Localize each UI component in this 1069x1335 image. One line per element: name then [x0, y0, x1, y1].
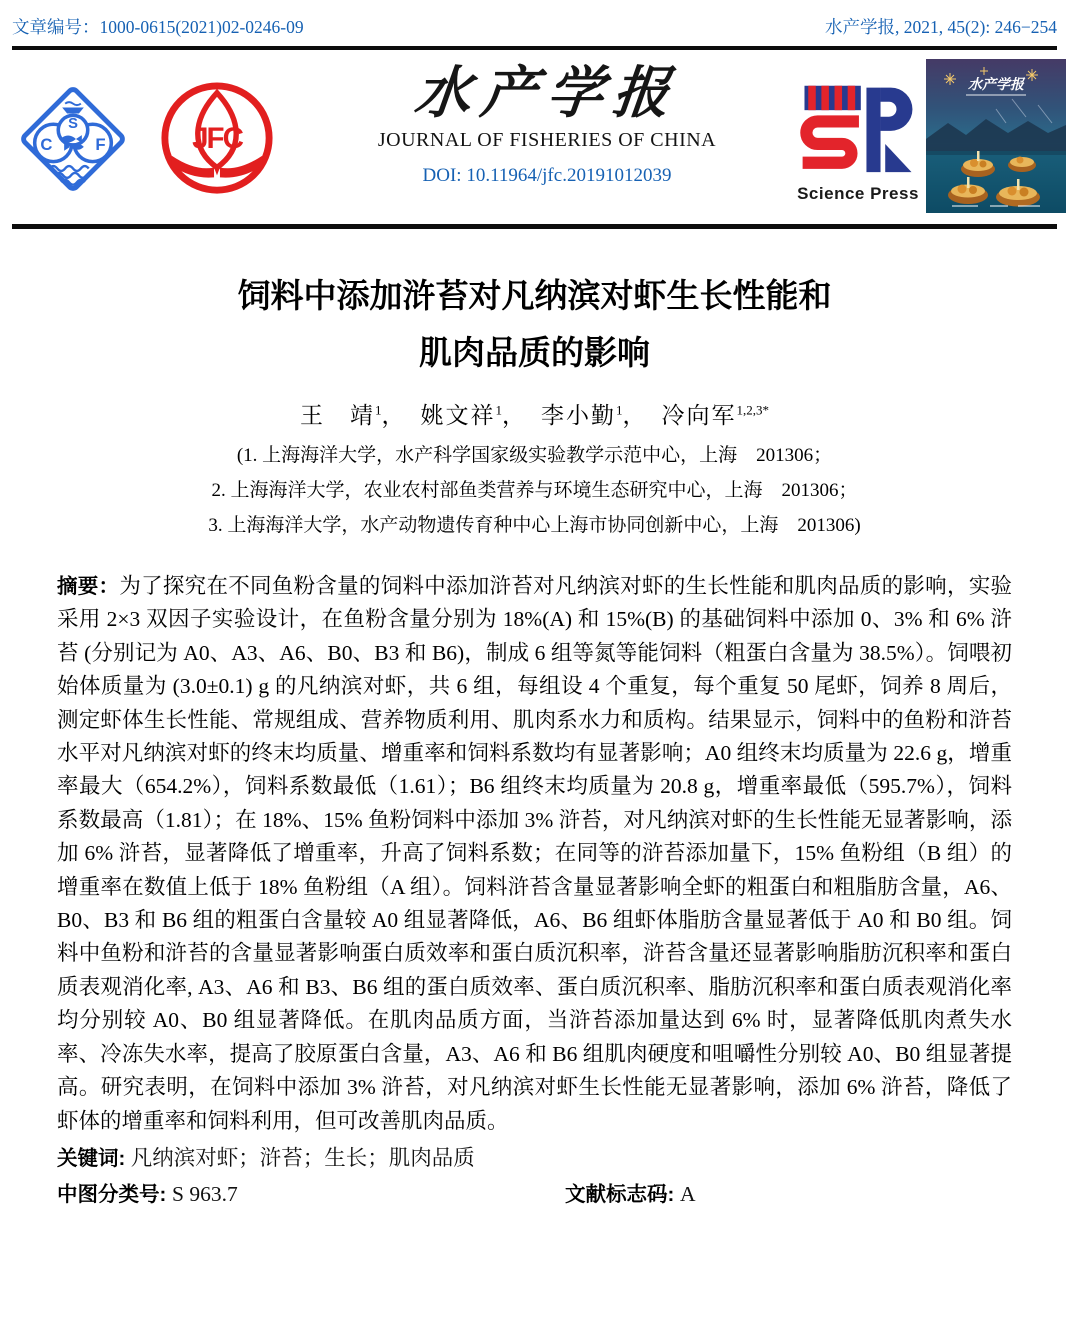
abstract-text: 为了探究在不同鱼粉含量的饲料中添加浒苔对凡纳滨对虾的生长性能和肌肉品质的影响，实验采用 2×3 双因子实验设计，在鱼粉含量分别为 18%(A) 和 15%(B) 的基础饲料中添加 0、3% 和 6% 浒苔 (分别记为 A0、A3、A6、B0、B3 和 B6)，制成 6 组等氮等能饲料（粗蛋白含量为 38.5%）。饲喂初始体质量为 (3.0±0.1) g 的凡纳滨对虾，共 6 组，每组设 4 个重复，每个重复 50 尾虾，饲养 8 周后，测定虾体生长性能、常规组成、营养物质利用、肌肉系水力和质构。结果显示，饲料中的鱼粉和浒苔水平对凡纳滨对虾的终末均质量、增重率和饲料系数均有显著影响；A0 组终末均质量为 22.6 g，增重率最大（654.2%），饲料系数最低（1.61）；B6 组终末均质量为 20.8 g，增重率最低（595.7%），饲料系数最高（1.81）；在 18%、15% 鱼粉饲料中添加 3% 浒苔，对凡纳滨对虾的生长性能无显著影响，添加 6% 浒苔，显著降低了增重率，升高了饲料系数；在同等的浒苔添加量下，15% 鱼粉组（B 组）的增重率在数值上低于 18% 鱼粉组（A 组）。饲料浒苔含量显著影响全虾的粗蛋白和粗脂肪含量，A6、B0、B3 和 B6 组的粗蛋白含量较 A0 组显著降低，A6、B6 组虾体脂肪含量显著低于 A0 和 B0 组。饲料中鱼粉和浒苔的含量显著影响蛋白质效率和蛋白质沉积率，浒苔含量还显著影响脂肪沉积率和蛋白质表观消化率, A3、A6 和 B3、B6 组的蛋白质效率、蛋白质沉积率、脂肪沉积率和蛋白质表观消化率均分别较 A0、B0 组显著降低。在肌肉品质方面，当浒苔添加量达到 6% 时，显著降低肌肉煮失水率、冷冻失水率，提高了胶原蛋白含量，A3、A6 和 B6 组肌肉硬度和咀嚼性分别较 A0、B0 组显著提高。研究表明，在饲料中添加 3% 浒苔，对凡纳滨对虾生长性能无显著影响，添加 6% 浒苔，降低了虾体的增重率和饲料利用，但可改善肌肉品质。 [57, 574, 1012, 1133]
keywords-text: 凡纳滨对虾；浒苔；生长；肌肉品质 [130, 1145, 475, 1170]
cover-title: 水产学报 [968, 77, 1024, 93]
affiliation-2: 2. 上海海洋大学，农业农村部鱼类营养与环境生态研究中心，上海 201306； [211, 480, 858, 501]
affiliation-1: (1. 上海海洋大学，水产科学国家级实验教学示范中心，上海 201306； [236, 445, 833, 466]
author-separator: ， [502, 403, 525, 428]
journal-title-en: JOURNAL OF FISHERIES OF CHINA [377, 129, 717, 151]
author-name: 王 靖 [300, 403, 375, 428]
author-list [57, 397, 1012, 430]
author [421, 403, 542, 428]
author-affil-sup: 1 [375, 402, 382, 418]
article-title-line2: 肌肉品质的影响 [419, 334, 650, 371]
keywords-label: 关键词: [57, 1146, 126, 1170]
article-number-value: 1000-0615(2021)02-0246-09 [99, 17, 304, 37]
article-title [57, 267, 1012, 381]
topbar [12, 14, 1057, 39]
author-affil-sup: 1 [495, 402, 502, 418]
journal-cover-image [926, 59, 1066, 213]
classification-row [57, 1177, 1012, 1211]
svg-text:C: C [40, 134, 53, 154]
csf-society-logo-icon [14, 82, 132, 196]
clc-label: 中图分类号: [57, 1182, 173, 1206]
article-number [12, 14, 304, 39]
author-name: 冷向军 [661, 403, 737, 428]
keywords-row [57, 1141, 1012, 1172]
author-name: 李小勤 [541, 403, 616, 428]
author [541, 403, 662, 428]
masthead-center [324, 60, 770, 187]
science-press-block [792, 82, 924, 204]
masthead-divider [12, 224, 1057, 229]
author-name: 姚文祥 [420, 403, 496, 428]
journal-title-cn: 水产学报 [411, 60, 683, 126]
document-code [565, 1177, 696, 1207]
svg-text:JFC: JFC [192, 121, 242, 155]
author-separator: ， [381, 403, 405, 428]
science-press-label: Science Press [797, 184, 919, 203]
author-affil-sup: 1 [616, 402, 623, 418]
clc-value: S 963.7 [172, 1181, 238, 1206]
clc-number [57, 1182, 238, 1206]
affiliation-3: 3. 上海海洋大学，水产动物遗传育种中心上海市协同创新中心，上海 201306) [208, 515, 861, 536]
abstract [57, 570, 1012, 1138]
jfc-journal-logo-icon [158, 77, 276, 201]
author [662, 403, 770, 428]
article-title-line1: 饲料中添加浒苔对凡纳滨对虾生长性能和 [237, 277, 832, 314]
document-code-label: 文献标志码: [565, 1182, 681, 1206]
svg-text:F: F [95, 134, 106, 154]
doi-text: DOI: 10.11964/jfc.20191012039 [422, 165, 672, 186]
journal-citation: 水产学报, 2021, 45(2): 246−254 [824, 17, 1057, 37]
author-affil-sup: 1,2,3* [736, 402, 769, 418]
svg-text:S: S [68, 116, 78, 133]
article-body [0, 267, 1069, 1211]
document-code-value: A [680, 1181, 696, 1206]
article-number-label: 文章编号： [12, 17, 100, 37]
affiliation-list [57, 438, 1012, 543]
author [300, 403, 421, 428]
author-separator: ， [622, 403, 646, 428]
abstract-label: 摘要： [57, 575, 120, 598]
masthead [12, 50, 1057, 224]
science-press-logo-icon [796, 82, 920, 174]
